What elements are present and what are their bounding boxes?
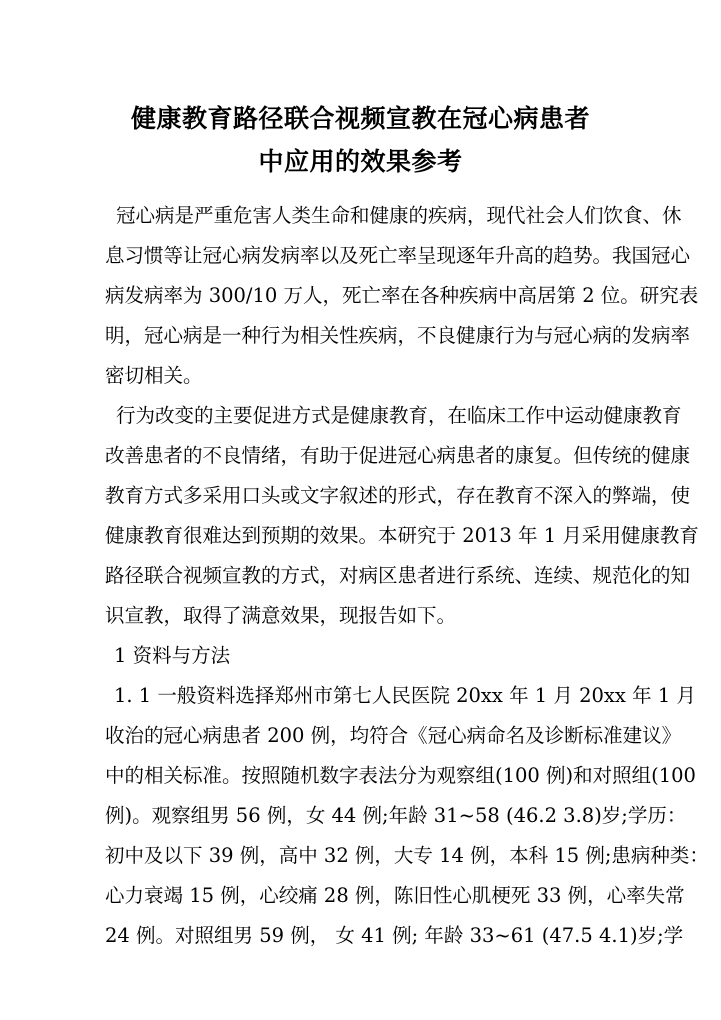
text-line: 收治的冠心病患者 200 例，均符合《冠心病命名及诊断标准建议》 (105, 724, 682, 747)
paragraph-3 (105, 676, 709, 956)
text-line: 识宣教，取得了满意效果，现报告如下。 (105, 604, 457, 627)
page-title-line-1: 健康教育路径联合视频宣教在冠心病患者 (130, 103, 590, 133)
text-line: 路径联合视频宣教的方式，对病区患者进行系统、连续、规范化的知 (105, 564, 691, 587)
text-line: 心力衰竭 15 例，心绞痛 28 例，陈旧性心肌梗死 33 例，心率失常 (105, 884, 685, 907)
text-line: 行为改变的主要促进方式是健康教育，在临床工作中运动健康教育 (116, 404, 682, 427)
text-line: 1. 1 一般资料选择郑州市第七人民医院 20xx 年 1 月 20xx 年 1 月 (114, 684, 696, 707)
text-line: 病发病率为 300/10 万人，死亡率在各种疾病中高居第 2 位。研究表 (105, 284, 699, 307)
text-line: 初中及以下 39 例，高中 32 例，大专 14 例，本科 15 例;患病种类： (105, 844, 709, 867)
text-line: 24 例。对照组男 59 例， 女 41 例; 年龄 33~61 (47.5 4.1)岁;学 (105, 924, 684, 947)
text-line: 教育方式多采用口头或文字叙述的形式，存在教育不深入的弊端，使 (105, 484, 691, 507)
text-line: 息习惯等让冠心病发病率以及死亡率呈现逐年升高的趋势。我国冠心 (105, 244, 691, 267)
text-line: 明，冠心病是一种行为相关性疾病，不良健康行为与冠心病的发病率 (105, 324, 691, 347)
section-heading-1 (105, 636, 615, 676)
document-body (105, 196, 709, 956)
text-line: 冠心病是严重危害人类生命和健康的疾病，现代社会人们饮食、休 (116, 204, 682, 227)
page-title-line-2: 中应用的效果参考 (258, 146, 463, 176)
text-line: 改善患者的不良情绪，有助于促进冠心病患者的康复。但传统的健康 (105, 444, 691, 467)
text-line: 例)。观察组男 56 例，女 44 例;年龄 31~58 (46.2 3.8)岁;学历： (105, 804, 687, 827)
text-line: 中的相关标准。按照随机数字表法分为观察组(100 例)和对照组(100 (105, 764, 696, 787)
page-title (0, 97, 721, 183)
paragraph-1 (105, 196, 699, 396)
section-heading-text: 1 资料与方法 (114, 644, 231, 667)
text-line: 密切相关。 (105, 364, 203, 387)
text-line: 健康教育很难达到预期的效果。本研究于 2013 年 1 月采用健康教育 (105, 524, 699, 547)
paragraph-2 (105, 396, 699, 636)
